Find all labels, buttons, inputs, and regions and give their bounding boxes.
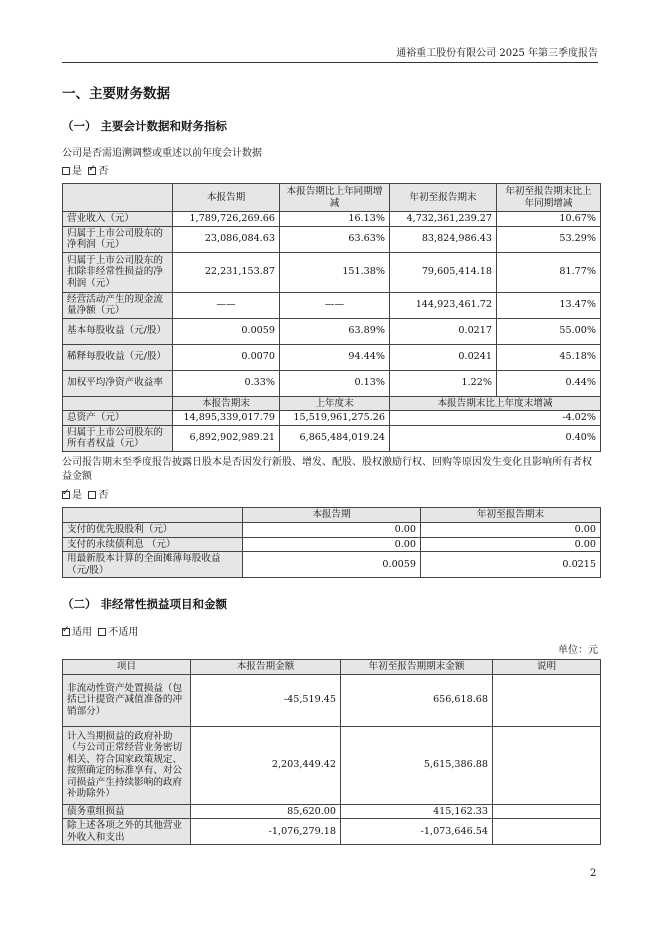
table-row <box>63 411 601 426</box>
table-row <box>63 226 601 252</box>
cell-note <box>493 804 601 819</box>
table-row <box>63 318 601 344</box>
section-title-financial-data: 一、主要财务数据 <box>62 86 170 102</box>
table-header-cell: 说明 <box>493 660 601 675</box>
table-header-row <box>63 184 601 212</box>
cell-value: 23,086,084.63 <box>173 226 280 252</box>
cell-value: 15,519,961,275.26 <box>280 411 390 426</box>
row-label: 基本每股收益（元/股） <box>63 318 173 344</box>
cell-value: 4,732,361,239.27 <box>390 212 497 227</box>
row-label: 总资产（元） <box>63 411 173 426</box>
option-not-applicable-label: 不适用 <box>108 627 139 638</box>
row-label: 经营活动产生的现金流量净额（元） <box>63 292 173 318</box>
row-label: 除上述各项之外的其他营业外收入和支出 <box>63 819 191 845</box>
row-label: 支付的永续债利息 （元） <box>63 537 243 552</box>
table-header-cell: 年初至报告期末比上年同期增减 <box>497 184 601 212</box>
cell-value: 0.00 <box>421 523 601 538</box>
row-label: 归属于上市公司股东的净利润（元） <box>63 226 173 252</box>
cell-value: 45.18% <box>497 344 601 370</box>
cell-value: 144,923,461.72 <box>390 292 497 318</box>
table-row <box>63 674 601 726</box>
row-label: 归属于上市公司股东的扣除非经常性损益的净利润（元） <box>63 252 173 292</box>
table-row <box>63 252 601 292</box>
cell-value: 63.63% <box>280 226 390 252</box>
row-label: 非流动性资产处置损益（包括已计提资产减值准备的冲销部分） <box>63 674 191 726</box>
row-label: 债务重组损益 <box>63 804 191 819</box>
table-row <box>63 425 601 451</box>
page-header: 通裕重工股份有限公司 2025 年第三季度报告 <box>62 44 598 63</box>
checkbox-yes-icon <box>62 167 70 175</box>
cell-value: 0.00 <box>243 537 421 552</box>
cell-value: 5,615,386.88 <box>341 726 493 804</box>
cell-value: —— <box>280 292 390 318</box>
cell-value: 85,620.00 <box>191 804 341 819</box>
subsection-title-non-recurring: （二） 非经常性损益项目和金额 <box>62 597 228 611</box>
cell-value: 16.13% <box>280 212 390 227</box>
row-label: 归属于上市公司股东的所有者权益（元） <box>63 425 173 451</box>
checkbox-no-checked-icon <box>88 167 96 175</box>
cell-value: 0.0059 <box>173 318 280 344</box>
restatement-question: 公司是否需追溯调整或重述以前年度会计数据 <box>62 148 262 159</box>
cell-value: 55.00% <box>497 318 601 344</box>
table-header-row <box>63 508 601 523</box>
table-row <box>63 212 601 227</box>
cell-value: 0.40% <box>390 425 601 451</box>
restatement-options <box>62 165 108 179</box>
row-label: 加权平均净资产收益率 <box>63 370 173 396</box>
row-label: 稀释每股收益（元/股） <box>63 344 173 370</box>
cell-value: 79,605,414.18 <box>390 252 497 292</box>
cell-value: 2,203,449.42 <box>191 726 341 804</box>
cell-value: 94.44% <box>280 344 390 370</box>
cell-value: 22,231,153.87 <box>173 252 280 292</box>
cell-value: 53.29% <box>497 226 601 252</box>
table-header-cell: 本报告期 <box>173 184 280 212</box>
option-yes-label: 是 <box>72 166 82 177</box>
option-no-label: 否 <box>98 490 109 501</box>
cell-note <box>493 819 601 845</box>
checkbox-yes-checked-icon <box>62 491 70 499</box>
cell-value: 0.00 <box>243 523 421 538</box>
row-label: 支付的优先股股利（元） <box>63 523 243 538</box>
checkbox-not-applicable-icon <box>98 628 106 636</box>
option-yes-label: 是 <box>72 490 82 501</box>
option-no-label: 否 <box>98 166 109 177</box>
cell-value: -45,519.45 <box>191 674 341 726</box>
table-row <box>63 370 601 396</box>
table-row <box>63 804 601 819</box>
diluted-eps-table <box>62 507 601 578</box>
table-header-cell: 本报告期 <box>243 508 421 523</box>
cell-value: -1,073,646.54 <box>341 819 493 845</box>
cell-value: 81.77% <box>497 252 601 292</box>
table-header-cell: 年初至报告期期末金额 <box>341 660 493 675</box>
table-header-cell: 本报告期末比上年度末增减 <box>390 396 601 411</box>
cell-value: 0.0070 <box>173 344 280 370</box>
unit-label: 单位：元 <box>558 645 598 656</box>
table-row <box>63 552 601 578</box>
table-header-cell: 年初至报告期末 <box>390 184 497 212</box>
non-recurring-items-table <box>62 659 601 845</box>
cell-value: -1,076,279.18 <box>191 819 341 845</box>
cell-value: 14,895,339,017.79 <box>173 411 280 426</box>
table-row <box>63 523 601 538</box>
table-row <box>63 537 601 552</box>
cell-value: 0.44% <box>497 370 601 396</box>
cell-value: 0.0215 <box>421 552 601 578</box>
table-header-row <box>63 396 601 411</box>
table-row <box>63 819 601 845</box>
cell-value: 6,865,484,019.24 <box>280 425 390 451</box>
cell-value: 63.89% <box>280 318 390 344</box>
table-header-cell <box>63 396 173 411</box>
table-header-cell: 项目 <box>63 660 191 675</box>
cell-note <box>493 674 601 726</box>
cell-value: 151.38% <box>280 252 390 292</box>
cell-value: 1.22% <box>390 370 497 396</box>
key-financial-data-table <box>62 183 601 452</box>
table-row <box>63 726 601 804</box>
cell-value: —— <box>173 292 280 318</box>
cell-value: 0.00 <box>421 537 601 552</box>
table-header-cell: 年初至报告期末 <box>421 508 601 523</box>
checkbox-no-icon <box>88 491 96 499</box>
table-row <box>63 344 601 370</box>
cell-value: 1,789,726,269.66 <box>173 212 280 227</box>
cell-value: 6,892,902,989.21 <box>173 425 280 451</box>
share-capital-options <box>62 489 108 503</box>
table-header-cell: 本报告期比上年同期增减 <box>280 184 390 212</box>
option-applicable-label: 适用 <box>72 627 92 638</box>
row-label: 营业收入（元） <box>63 212 173 227</box>
cell-value: 0.0217 <box>390 318 497 344</box>
table-header-cell <box>63 184 173 212</box>
cell-value: 415,162.33 <box>341 804 493 819</box>
table-header-cell: 本报告期末 <box>173 396 280 411</box>
table-header-cell: 上年度末 <box>280 396 390 411</box>
share-capital-question: 公司报告期末至季度报告披露日股本是否因发行新股、增发、配股、股权激励行权、回购等原因发生变化且影响所有者权益金额 <box>62 457 592 482</box>
page-number: 2 <box>590 868 597 879</box>
table-row <box>63 292 601 318</box>
cell-value: -4.02% <box>390 411 601 426</box>
cell-value: 13.47% <box>497 292 601 318</box>
subsection-title-accounting-data: （一） 主要会计数据和财务指标 <box>62 119 228 133</box>
cell-note <box>493 726 601 804</box>
checkbox-applicable-checked-icon <box>62 628 70 636</box>
cell-value: 83,824,986.43 <box>390 226 497 252</box>
cell-value: 0.13% <box>280 370 390 396</box>
cell-value: 0.33% <box>173 370 280 396</box>
row-label: 用最新股本计算的全面摊薄每股收益（元/股） <box>63 552 243 578</box>
cell-value: 0.0241 <box>390 344 497 370</box>
cell-value: 0.0059 <box>243 552 421 578</box>
table-header-cell <box>63 508 243 523</box>
table-header-cell: 本报告期金额 <box>191 660 341 675</box>
row-label: 计入当期损益的政府补助（与公司正常经营业务密切相关、符合国家政策规定、按照确定的标准享有、对公司损益产生持续影响的政府补助除外） <box>63 726 191 804</box>
table-header-row <box>63 660 601 675</box>
cell-value: 10.67% <box>497 212 601 227</box>
cell-value: 656,618.68 <box>341 674 493 726</box>
applicable-options <box>62 626 138 640</box>
